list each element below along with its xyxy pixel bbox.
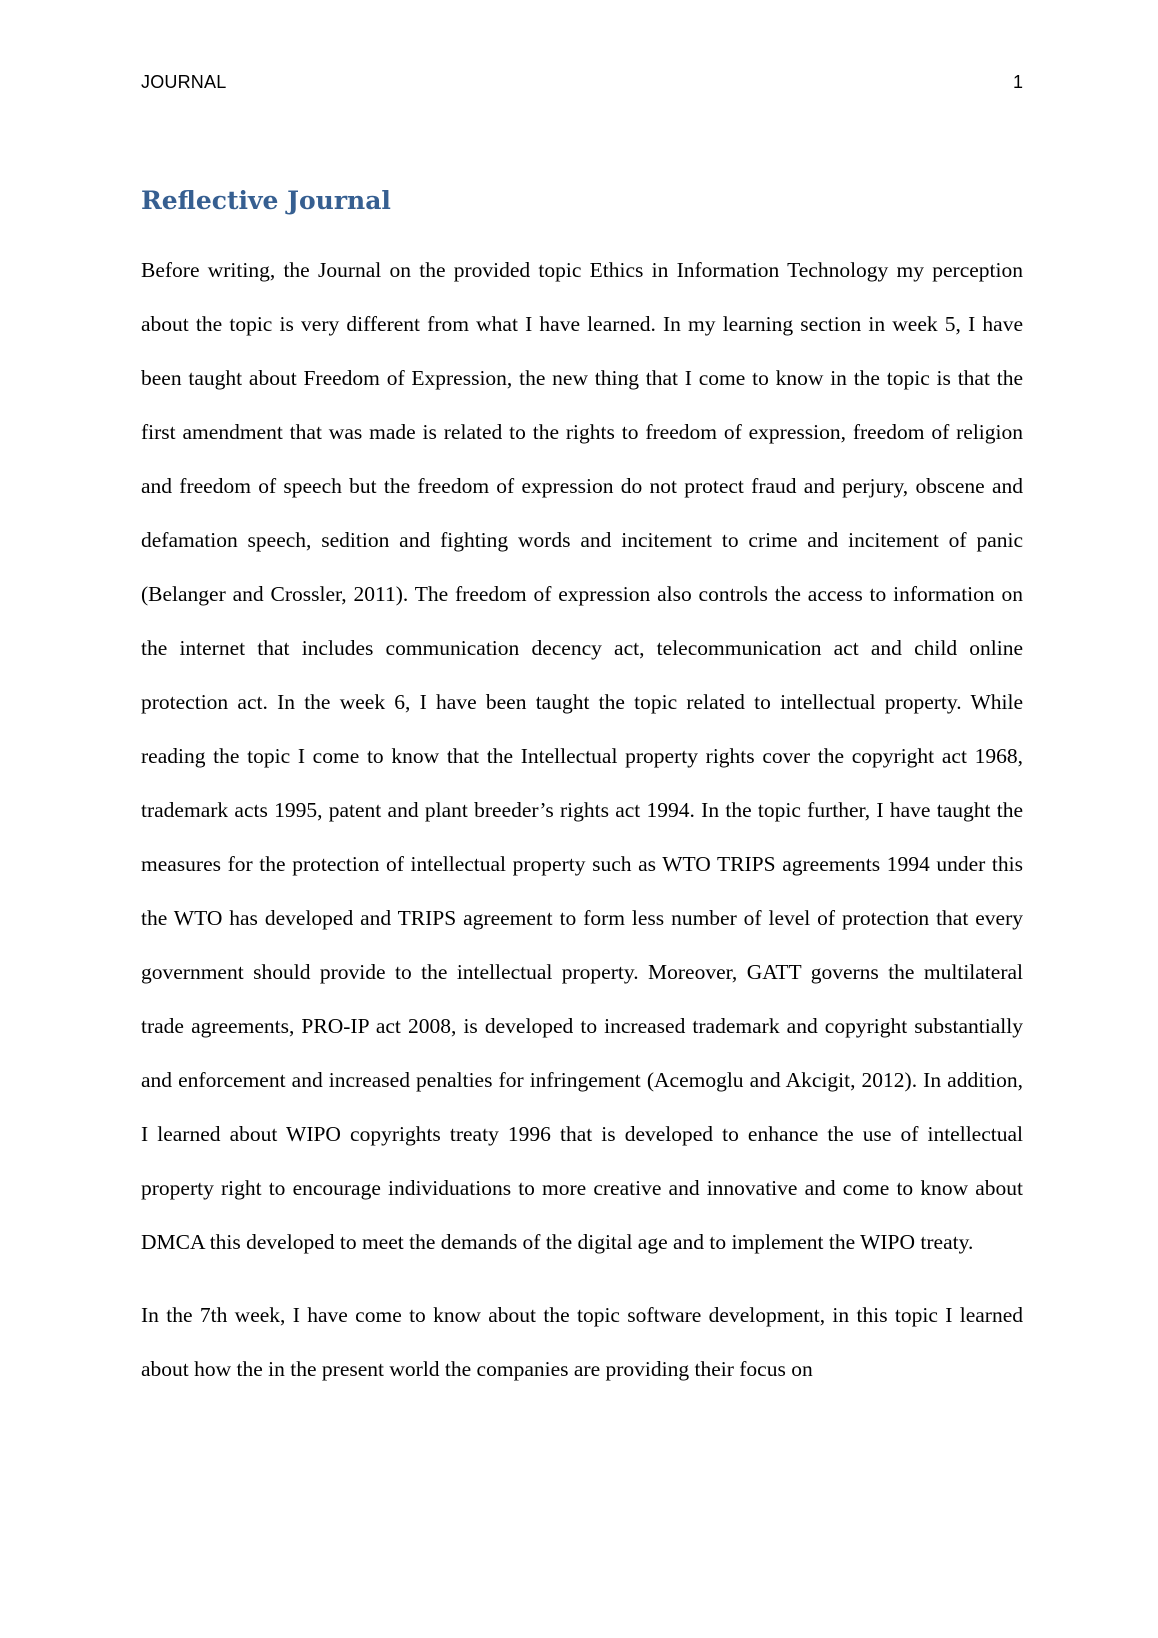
page-number: 1 <box>1012 72 1023 92</box>
paragraph-2: In the 7th week, I have come to know about the topic software development, in this topic I learned about how the in the present world the companies are providing their focus on <box>141 1303 1023 1381</box>
paragraph-1: Before writing, the Journal on the provided topic Ethics in Information Technology my perception about the topic is very different from what I have learned. In my learning section in week 5, I have been taught about Freedom of Expression, the new thing that I come to know in the topic is that the first amendment that was made is related to the rights to freedom of expression, freedom of religion and freedom of speech but the freedom of expression do not protect fraud and perjury, obscene and defamation speech, sedition and fighting words and incitement to crime and incitement of panic (Belanger and Crossler, 2011). The freedom of expression also controls the access to information on the internet that includes communication decency act, telecommunication act and child online protection act. In the week 6, I have been taught the topic related to intellectual property. While reading the topic I come to know that the Intellectual property rights cover the copyright act 1968, trademark acts 1995, patent and plant breeder’s rights act 1994. In the topic further, I have taught the measures for the protection of intellectual property such as WTO TRIPS agreements 1994 under this the WTO has developed and TRIPS agreement to form less number of level of protection that every government should provide to the intellectual property. Moreover, GATT governs the multilateral trade agreements, PRO-IP act 2008, is developed to increased trademark and copyright substantially and enforcement and increased penalties for infringement (Acemoglu and Akcigit, 2012). In addition, I learned about WIPO copyrights treaty 1996 that is developed to enhance the use of intellectual property right to encourage individuations to more creative and innovative and come to know about DMCA this developed to meet the demands of the digital age and to implement the WIPO treaty. <box>141 258 1023 1254</box>
document-body <box>141 243 1023 1396</box>
document-title: Reflective Journal <box>141 186 391 215</box>
running-head: JOURNAL <box>141 72 227 92</box>
